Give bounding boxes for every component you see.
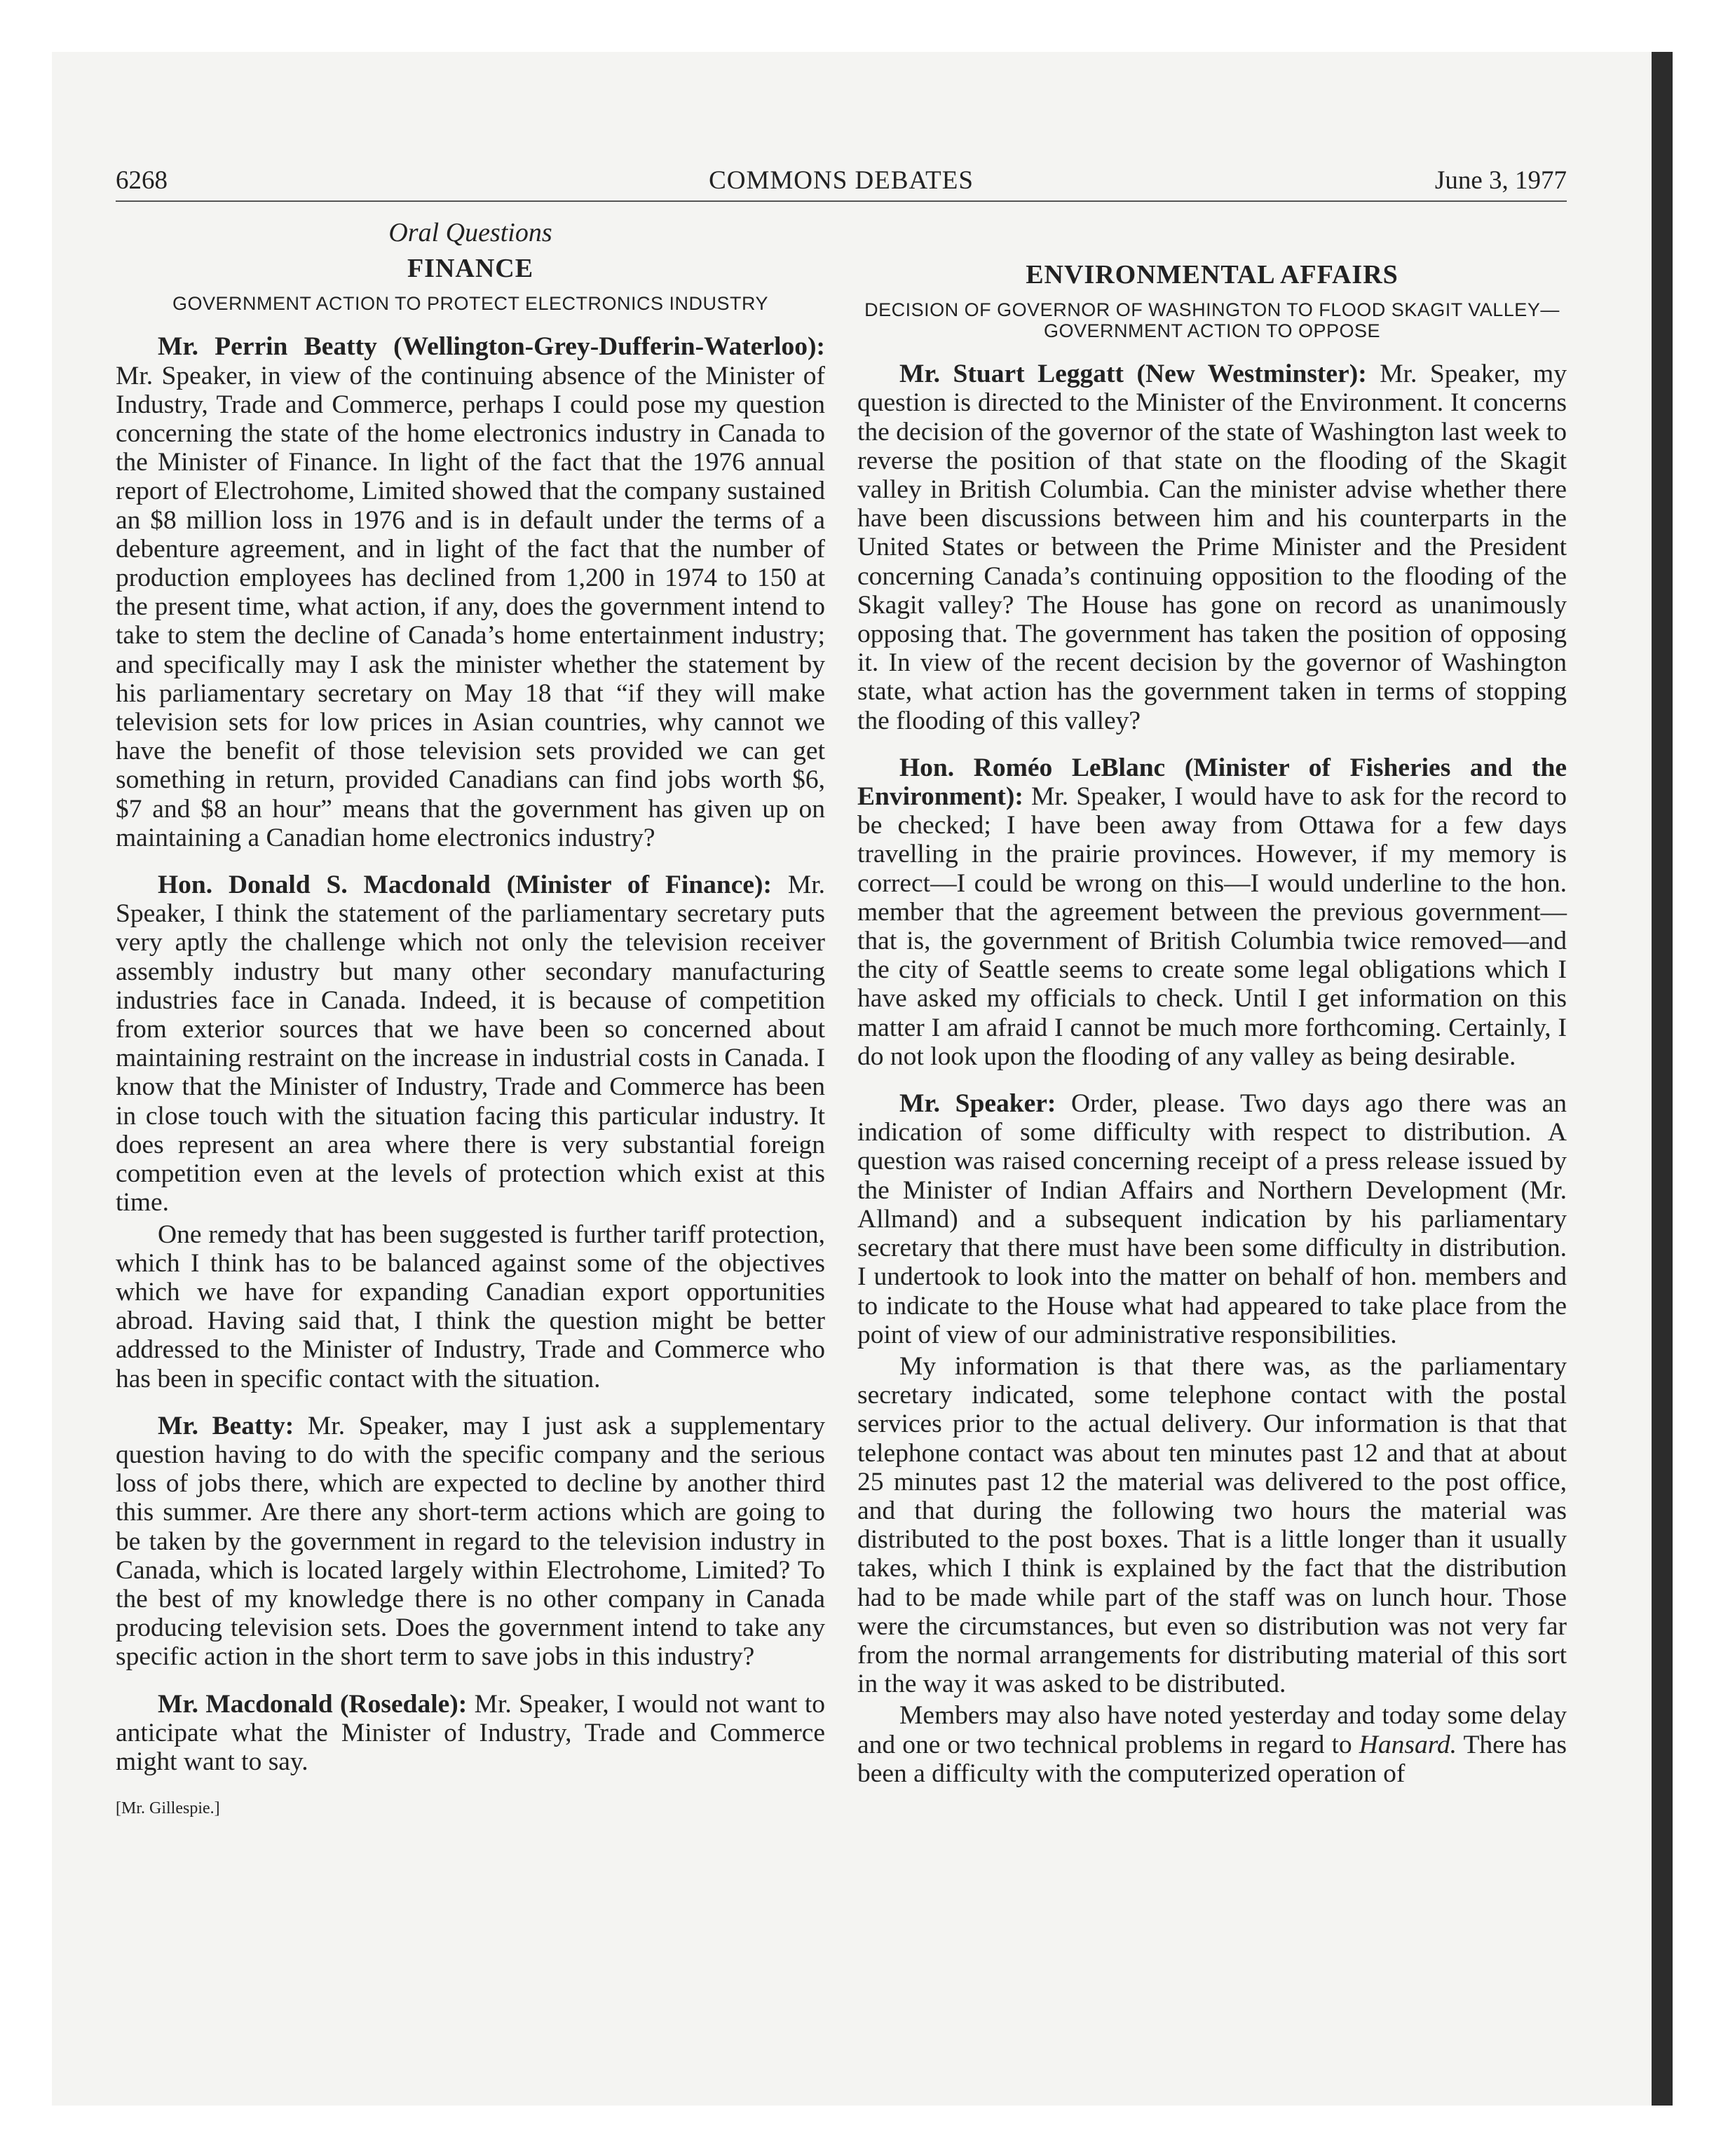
speech-leggatt [857, 360, 1567, 735]
section-heading-environment: ENVIRONMENTAL AFFAIRS [1026, 260, 1399, 289]
speech-text: Members may also have noted yesterday and today some delay and one or two technical problems in regard to [857, 1701, 1567, 1759]
speaker-name: Hon. Donald S. Macdonald (Minister of Finance): [158, 871, 772, 900]
page-header [116, 165, 1567, 202]
speech-text: Mr. Speaker, my question is directed to the Minister of the Environment. It concerns the decision of the governor of the state of Washington last week to reverse the position of that state on the flooding of the Skagit valley in British Columbia. Can the minister advise whether there have been discussions between him and his counterparts in the United States or between the Prime Minister and the President concerning Canada’s continuing opposition to the flooding of the Skagit valley? The House has gone on record as unanimously opposing that. The government has taken the position of opposing it. In view of the recent decision by the governor of Washington state, what action has the government taken in terms of stopping the flooding of this valley? [857, 360, 1567, 735]
right-column [857, 217, 1567, 1806]
speaker-name: Mr. Speaker: [899, 1089, 1056, 1119]
speech-text: Mr. Speaker, I would have to ask for the record to be checked; I have been away from Ottawa for a few days travelling in the prairie provinces. However, if my memory is correct—I could be wrong on this—I would underline to the hon. member that the agreement between the previous government—that is, the government of British Columbia twice removed—and the city of Seattle seems to create some legal obligations which I have asked my officials to check. Until I get information on this matter I am afraid I cannot be much more forthcoming. Certainly, I do not look upon the flooding of any valley as being desirable. [857, 782, 1567, 1071]
left-column [116, 217, 825, 1823]
binding-edge [1652, 52, 1673, 2106]
subheading-electronics: GOVERNMENT ACTION TO PROTECT ELECTRONICS INDUSTRY [172, 293, 769, 315]
speaker-name: Mr. Beatty: [158, 1411, 294, 1440]
speech-beatty-supplementary [116, 1412, 825, 1672]
speech-speaker [857, 1089, 1567, 1349]
speech-macdonald-rosedale [116, 1690, 825, 1777]
speech-leblanc [857, 753, 1567, 1071]
speech-text: Mr. Speaker, in view of the continuing absence of the Minister of Industry, Trade and Commerce, perhaps I could pose my question concerning the state of the home electronics industry in Canada to the Minister of Finance. In light of the fact that the 1976 annual report of Electrohome, Limited showed that the company sustained an $8 million loss in 1976 and is in default under the terms of a debenture agreement, and in light of the fact that the number of production employees has declined from 1,200 in 1974 to 150 at the present time, what action, if any, does the government intend to take to stem the decline of Canada’s home entertainment industry; and specifically may I ask the minister whether the statement by his parliamentary secretary on May 18 that “if they will make television sets for low prices in Asian countries, why cannot we have the benefit of those television sets provided we can get something in return, provided Canadians can find jobs worth $6, $7 and $8 an hour” means that the government has given up on maintaining a Canadian home electronics industry? [116, 361, 825, 852]
publication-title: COMMONS DEBATES [709, 166, 974, 195]
speech-text: There has been a difficulty with the computerized operation of [857, 1730, 1567, 1788]
speech-beatty [116, 332, 825, 852]
speaker-name: Mr. Stuart Leggatt (New Westminster): [899, 360, 1367, 389]
spacer [857, 217, 1567, 261]
speech-text: Mr. Speaker, may I just ask a supplementary question having to do with the specific company and the serious loss of jobs there, which are expected to decline by another third this summer. Are there any short-term actions which are going to be taken by the government in regard to the television industry in Canada, which is located largely within Electrohome, Limited? To the best of my knowledge there is no other company in Canada producing television sets. Does the government intend to take any specific action in the short term to save jobs in this industry? [116, 1411, 826, 1672]
speaker-name: Mr. Macdonald (Rosedale): [158, 1689, 468, 1719]
speaker-name: Hon. Roméo LeBlanc (Minister of Fisheries and the Environment): [857, 753, 1567, 812]
speech-text: Order, please. Two days ago there was an indication of some difficulty with respect to distribution. A question was raised concerning receipt of a press release issued by the Minister of Indian Affairs and Northern Development (Mr. Allmand) and a subsequent indication by his parliamentary secretary that there must have been some difficulty in distribution. I undertook to look into the matter on behalf of hon. members and to indicate to the House what had appeared to take place from the point of view of our administrative responsibilities. [857, 1089, 1567, 1349]
speech-continuation: My information is that there was, as the parliamentary secretary indicated, some telephone contact with the postal services prior to the actual delivery. Our information is that that telephone contact was about ten minutes past 12 and that at about 25 minutes past 12 the material was delivered to the post office, and that during the following two hours the material was distributed to the post boxes. That is a little longer than it usually takes, which I think is explained by the fact that the distribution had to be made while part of the staff was on lunch hour. Those were the circumstances, but even so distribution was not very far from the normal arrangements for distributing material of this sort in the way it was asked to be distributed. [857, 1351, 1567, 1699]
speech-text: Mr. Speaker, I would not want to anticipate what the Minister of Industry, Trade and Commerce might want to say. [116, 1689, 825, 1776]
speaker-name: Mr. Perrin Beatty (Wellington-Grey-Dufferin-Waterloo): [158, 332, 825, 362]
speech-text: Mr. Speaker, I think the statement of the parliamentary secretary puts very aptly the challenge which not only the television receiver assembly industry but many other secondary manufacturing industries face in Canada. Indeed, it is because of competition from exterior sources that we have been so concerned about maintaining restraint on the increase in industrial costs in Canada. I know that the Minister of Industry, Trade and Commerce has been in close touch with the situation facing this particular industry. It does represent an area where there is very substantial foreign competition even at the levels of protection which exist at this time. [116, 871, 825, 1217]
subheading-skagit: DECISION OF GOVERNOR OF WASHINGTON TO FLOOD SKAGIT VALLEY—GOVERNMENT ACTION TO OPPOSE [864, 299, 1560, 342]
hansard-title: Hansard. [1359, 1730, 1457, 1759]
speaker-note: [Mr. Gillespie.] [116, 1799, 220, 1818]
speech-continuation-hansard [857, 1701, 1567, 1788]
speech-macdonald [116, 871, 825, 1217]
page-date: June 3, 1977 [1434, 166, 1567, 195]
section-label: Oral Questions [388, 218, 552, 247]
speech-continuation: One remedy that has been suggested is further tariff protection, which I think has to be balanced against some of the objectives which we have for expanding Canadian export opportunities abroad. Having said that, I think the question might be better addressed to the Minister of Industry, Trade and Commerce who has been in specific contact with the situation. [116, 1220, 825, 1393]
page-number: 6268 [116, 166, 168, 195]
section-heading-finance: FINANCE [407, 254, 534, 284]
